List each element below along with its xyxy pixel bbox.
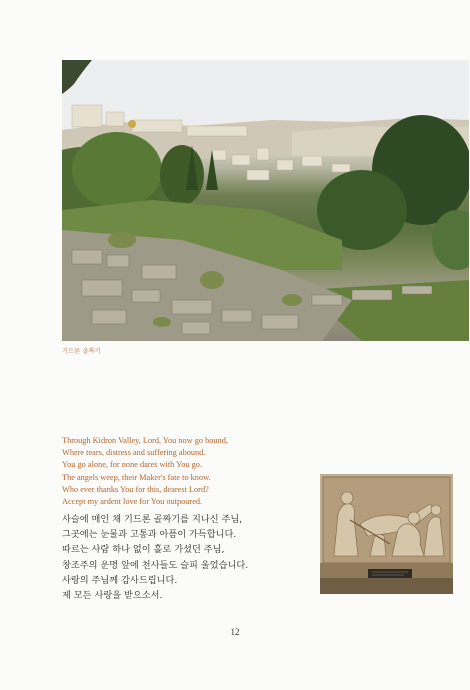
poem-english [62,435,282,508]
stone-relief-image [320,474,453,594]
photo-illustration [62,60,469,341]
poem-english-line: The angels weep, their Maker's fate to know. [62,472,211,482]
photo-caption: 기드론 골짜기 [62,348,101,355]
poem-english-line: Accept my ardent love for You outpoured. [62,497,203,507]
poem-korean-line: 창조주의 운명 앞에 천사들도 슬피 울었습니다. [62,559,249,571]
poem-korean [62,512,302,603]
poem-korean-line: 제 모든 사랑을 받으소서. [62,590,163,602]
page-number: 12 [230,627,240,637]
poem-korean-line: 사슬에 매인 채 기드론 골짜기를 지나신 주님, [62,514,243,525]
poem-english-line: Through Kidron Valley, Lord, You now go bound, [62,436,228,445]
poem-korean-line: 따르는 사람 하나 없이 홀로 가셨던 주님, [62,544,225,556]
poem-english-line: You go alone, for none dares with You go. [62,460,202,470]
poem-english-line: Where tears, distress and suffering abound. [62,448,206,458]
relief-illustration [320,474,453,594]
poem-korean-line: 그곳에는 눈물과 고통과 아픔이 가득합니다. [62,529,237,541]
kidron-valley-photo [62,60,469,341]
poem-korean-line: 사랑의 주님께 감사드립니다. [62,574,178,586]
poem-english-line: Who ever thanks You for this, dearest Lord? [62,484,209,494]
